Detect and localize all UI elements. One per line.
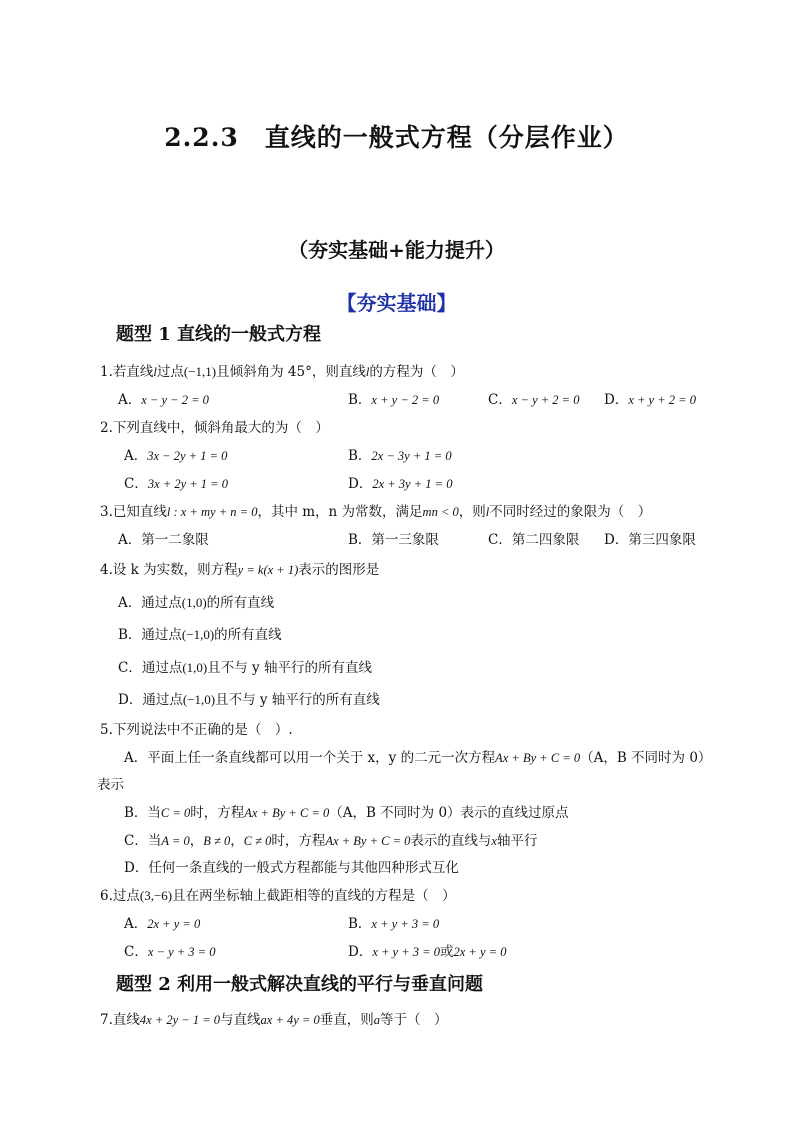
question-3: 3.已知直线l : x + my + n = 0，其中 m，n 为常数，满足mn < 0，则l不同时经过的象限为（ ） bbox=[100, 504, 652, 520]
q6-option-b[interactable]: B．x + y + 3 = 0 bbox=[348, 916, 440, 932]
q1-option-c[interactable]: C．x − y + 2 = 0 bbox=[488, 392, 580, 408]
type-heading-1: 题型 1 直线的一般式方程 bbox=[116, 324, 322, 345]
q1-option-d[interactable]: D．x + y + 2 = 0 bbox=[604, 392, 696, 408]
q3-option-d[interactable]: D．第三四象限 bbox=[604, 532, 696, 548]
q4-option-d[interactable]: D．通过点(−1,0)且不与 y 轴平行的所有直线 bbox=[118, 692, 380, 708]
q4-option-a[interactable]: A．通过点(1,0)的所有直线 bbox=[118, 595, 275, 611]
q4-option-b[interactable]: B．通过点(−1,0)的所有直线 bbox=[118, 627, 282, 643]
q5-option-d[interactable]: D．任何一条直线的一般式方程都能与其他四种形式互化 bbox=[124, 860, 459, 876]
q5-option-a-cont: 表示 bbox=[97, 777, 124, 793]
page-title: 2.2.3 直线的一般式方程（分层作业） bbox=[164, 123, 629, 152]
q1-option-b[interactable]: B．x + y − 2 = 0 bbox=[348, 392, 440, 408]
section-heading: 【夯实基础】 bbox=[336, 291, 457, 315]
question-2: 2.下列直线中，倾斜角最大的为（ ） bbox=[100, 420, 329, 436]
q2-option-c[interactable]: C．3x + 2y + 1 = 0 bbox=[124, 476, 228, 492]
question-1: 1.若直线l过点(−1,1)且倾斜角为 45°，则直线l的方程为（ ） bbox=[100, 364, 464, 380]
q3-option-a[interactable]: A．第一二象限 bbox=[118, 532, 209, 548]
page-subtitle: （夯实基础+能力提升） bbox=[288, 238, 505, 262]
q5-option-b[interactable]: B．当C = 0时，方程Ax + By + C = 0（A，B 不同时为 0）表示的直线过原点 bbox=[124, 805, 569, 821]
question-6: 6.过点(3,−6)且在两坐标轴上截距相等的直线的方程是（ ） bbox=[100, 888, 456, 904]
q6-option-a[interactable]: A．2x + y = 0 bbox=[124, 916, 201, 932]
q2-option-d[interactable]: D．2x + 3y + 1 = 0 bbox=[348, 476, 453, 492]
question-4: 4.设 k 为实数，则方程y = k(x + 1)表示的图形是 bbox=[100, 562, 380, 578]
q2-option-b[interactable]: B．2x − 3y + 1 = 0 bbox=[348, 448, 452, 464]
question-7: 7.直线4x + 2y − 1 = 0与直线ax + 4y = 0垂直，则a等于（ ） bbox=[100, 1012, 448, 1028]
q2-option-a[interactable]: A．3x − 2y + 1 = 0 bbox=[124, 448, 228, 464]
q6-option-d[interactable]: D．x + y + 3 = 0或2x + y = 0 bbox=[348, 944, 507, 960]
q3-option-c[interactable]: C．第二四象限 bbox=[488, 532, 580, 548]
question-5: 5.下列说法中不正确的是（ ）. bbox=[100, 722, 293, 738]
q6-option-c[interactable]: C．x − y + 3 = 0 bbox=[124, 944, 216, 960]
q4-option-c[interactable]: C．通过点(1,0)且不与 y 轴平行的所有直线 bbox=[118, 660, 372, 676]
q5-option-c[interactable]: C．当A = 0，B ≠ 0，C ≠ 0时，方程Ax + By + C = 0表示的直线与x轴平行 bbox=[124, 833, 538, 849]
q1-option-a[interactable]: A．x − y − 2 = 0 bbox=[118, 392, 209, 408]
type-heading-2: 题型 2 利用一般式解决直线的平行与垂直问题 bbox=[116, 974, 484, 995]
q5-option-a[interactable]: A．平面上任一条直线都可以用一个关于 x，y 的二元一次方程Ax + By + C = 0（A，B 不同时为 0） bbox=[124, 750, 712, 766]
q3-option-b[interactable]: B．第一三象限 bbox=[348, 532, 439, 548]
